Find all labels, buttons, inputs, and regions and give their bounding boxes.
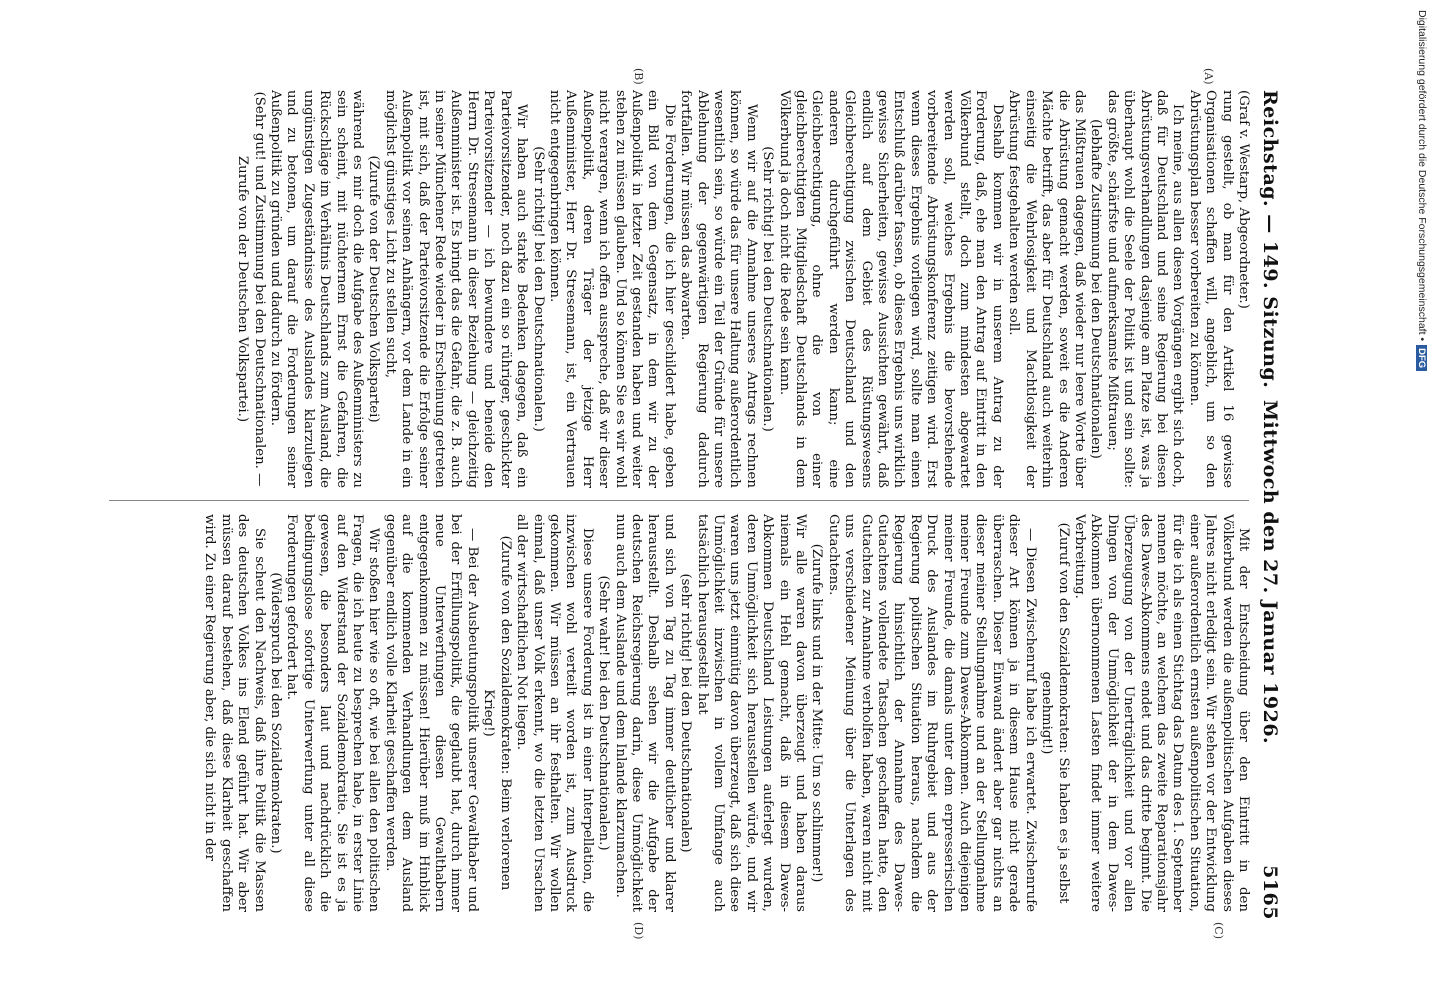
paragraph: während es mir doch die Aufgabe des Außenministers zu sein scheint, mit nüchternem Ernst die Gefahren, die Rückschläge im Verhältnis Deutschlands zum Ausland, die ungünstigen Zugeständnisse des Auslandes klarzulegen und zu betonen, um darauf die Forderungen seiner Außenpolitik zu gründen und dadurch zu fördern. <box>268 90 366 488</box>
paragraph: — Bei der Ausbeutungspolitik unserer Gewalthaber und bei der Erfüllungspolitik, die geglaubt hat, durch immer neue Unterwerfungen diesen Gewalthabern entgegenkommen zu müssen! Hierüber muß im Hinblick auf die kommenden Verhandlungen dem Ausland gegenüber endlich volle Klarheit geschaffen werden. <box>382 514 480 912</box>
page-header <box>1255 90 1285 920</box>
paragraph: rung gestellt, ob man für den Artikel 16 gewisse Organisationen schaffen will, angeblich, um so den Abrüstungsplan besser vorbereiten zu können. <box>1186 90 1235 488</box>
interjection: (lebhafte Zustimmung bei den Deutschnationalen) <box>1088 119 1104 459</box>
column-divider <box>109 500 1249 501</box>
interjection: (Sehr richtig! bei den Deutschnationalen.) <box>760 146 776 432</box>
interjection: (Sehr gut! und Zustimmung bei den Deutschnationalen. — Zurufe von der Deutschen Volkspartei.) <box>235 91 267 487</box>
paragraph: Wir alle waren davon überzeugt und haben daraus niemals ein Hehl gemacht, daß in diesem Dawes-Abkommen Deutschland Leistungen auferlegt wurden, deren Unmöglichkeit sich herausstellen würde, und wir waren uns jetzt einmütig davon überzeugt, daß sich diese Unmöglichkeit inzwischen in vollem Umfange auch tatsächlich herausgestellt hat <box>694 514 809 912</box>
margin-mark-d: (D) <box>632 922 645 940</box>
paragraph: Sie scheut den Nachweis, daß ihre Politik die Massen des deutschen Volkes ins Elend geführt hat. Wir aber müssen darauf bestehen, daß diese Klarheit geschaffen wird. Zu einer Regierung aber, die sich nicht in der <box>202 514 267 912</box>
paragraph: das Mißtrauen dagegen, daß wieder nur leere Worte über die Abrüstung gemacht werden, soweit es die Anderen Mächte betrifft, das aber für Deutschland auch weiterhin einseitig die Wehrlosigkeit und Machtlosigkeit der Abrüstung festgehalten werden soll. <box>1006 90 1087 488</box>
paragraph: und sich von Tag zu Tag immer deutlicher und klarer herausstellt. Deshalb sehen wir die Aufgabe der deutschen Reichsregierung darin, diese Unmöglichkeit nun auch dem Auslande und dem Inlande klarzumachen. <box>612 514 677 912</box>
digitization-credit-text: Digitalisierung gefördert durch die Deutsche Forschungsgemeinschaft • <box>1416 10 1428 342</box>
interjection: (Zurufe links und in der Mitte: Um so schlimmer!) <box>809 543 825 883</box>
interjection: (Zuruf von den Sozialdemokraten: Sie haben es ja selbst genehmigt!) <box>1039 522 1071 904</box>
margin-mark-b: (B) <box>632 68 645 85</box>
paragraph: Ich meine, aus allen diesen Vorgängen ergibt sich doch, daß für Deutschland und seine Regierung bei diesen Abrüstungsverhandlungen dasjenige am Platze ist, was ja überhaupt wohl die Seele der Politik ist und sein sollte: das größte, schärfste und aufmerksamste Mißtrauen; <box>1104 90 1186 488</box>
header-page-number: 5165 <box>1259 865 1281 920</box>
paragraph: Wir stoßen hier wie so oft, wie bei allen den politischen Fragen, die ich heute zu besprechen habe, in erster Linie auf den Widerstand der Sozialdemokratie. Sie ist es ja gewesen, die besonders laut und nachdrücklich die bedingungslose sofortige Unterwerfung unter all diese Forderungen gefordert hat. <box>284 514 382 912</box>
interjection: (Widerspruch bei den Sozialdemokraten.) <box>268 572 284 854</box>
paragraph: Die Forderungen, die ich hier geschildert habe, geben ein Bild von dem Gegensatz, in dem wir zu der Außenpolitik in letzter Zeit gestanden haben und weiter stehen zu müssen glauben. Und so können Sie es wir wohl nicht verargen, wenn ich offen ausspreche, daß wir dieser Außenpolitik, deren Träger der jetzige Herr Außenminister, Herr Dr. Stresemann, ist, ein Vertrauen nicht entgegenbringen können. <box>546 90 677 488</box>
dfg-logo-badge: DFG <box>1416 345 1427 371</box>
digitization-credit <box>1414 10 1428 990</box>
header-date: Mittwoch den 27. Januar 1926. <box>1259 400 1281 745</box>
right-column <box>101 514 1251 912</box>
paragraph: Wenn wir auf die Annahme unseres Antrags rechnen können, so würde das für unsere Haltung außerordentlich wesentlich sein, so würde ein Teil der Gründe für unsere Ablehnung der gegenwärtigen Regierung dadurch fortfallen. Wir müssen das abwarten. <box>678 90 759 488</box>
paragraph: Deshalb kommen wir in unserem Antrag zu der Forderung, daß, ehe man den Antrag auf Eintritt in den Völkerbund stellt, doch zum mindesten abgewartet werden soll, welches Ergebnis die bevorstehende vorbereitende Abrüstungskonferenz zeitigen wird. Erst wenn dieses Ergebnis vorliegen wird, sollte man einen Entschluß darüber fassen, ob dieses Ergebnis uns wirklich gewisse Sicherheiten, gewisse Aussichten gewährt, daß endlich auf dem Gebiet des Rüstungswesens Gleichberechtigung zwischen Deutschland und den anderen durchgeführt werden kann; eine Gleichberechtigung, ohne die von einer gleichberechtigten Mitgliedschaft Deutschlands in dem Völkerbund ja doch nicht die Rede sein kann. <box>776 90 1005 488</box>
page-content-rotated <box>95 68 1285 940</box>
left-column <box>101 90 1251 488</box>
interjection: (Zurufe von den Sozialdemokraten: Beim verlorenen Krieg!) <box>481 535 513 891</box>
scanned-page <box>95 68 1285 940</box>
margin-mark-c: (C) <box>1212 922 1225 939</box>
interjection: (Zurufe von der Deutschen Volkspartei) <box>366 155 382 423</box>
paragraph: Diese unsere Forderung ist in einer Interpellation, die inzwischen wohl verteilt worden ist, zum Ausdruck gekommen. Wir müssen an ihr festhalten. Wir wollen einmal, daß unser Volk erkennt, wo die letzten Ursachen all der wirtschaftlichen Not liegen. <box>514 514 595 912</box>
interjection: (Sehr wahr! bei den Deutschnationalen.) <box>596 575 612 851</box>
margin-mark-a: (A) <box>1202 68 1215 85</box>
interjection: (sehr richtig! bei den Deutschnationalen) <box>678 573 694 853</box>
header-session: Reichstag. — 149. Sitzung. <box>1259 90 1281 389</box>
paragraph: Mit der Entscheidung über den Eintritt in den Völkerbund werden die außenpolitischen Aufgaben dieses Jahres nicht erledigt sein. Wir stehen vor der Entwicklung einer außerordentlich ernsten außenpolitischen Situation, für die ich als einen Stichtag das Datum des 1. September nennen möchte, an welchem das zweite Reparationsjahr des Dawes-Abkommens endet und das dritte beginnt. Die Überzeugung von der Unerträglichkeit und vor allen Dingen von der Unmöglichkeit der in dem Dawes-Abkommen übernommenen Lasten findet immer weitere Verbreitung. <box>1071 514 1251 912</box>
paragraph: Wir haben auch starke Bedenken dagegen, daß ein Parteivorsitzender, noch dazu ein so rühriger, geschickter Parteivorsitzender — ich bewundere und beneide den Herrn Dr. Stresemann in dieser Beziehung — gleichzeitig Außenminister ist. Es bringt das die Gefahr, die z. B. auch in seiner Münchener Rede wieder in Erscheinung getreten ist, mit sich, daß der Parteivorsitzende die Erfolge seiner Außenpolitik vor seinen Anhängern, vor dem Lande in ein möglichst günstiges Licht zu stellen sucht, <box>382 90 530 488</box>
interjection: (Sehr richtig! bei den Deutschnationalen.) <box>530 146 546 432</box>
paragraph: — Diesen Zwischenruf habe ich erwartet. Zwischenrufe dieser Art können ja in diesem Hause nicht gerade überraschen. Dieser Einwand ändert aber gar nichts an dieser meiner Stellungnahme und an der Stellungnahme meiner Freunde zum Dawes-Abkommen. Auch diejenigen meiner Freunde, die damals unter dem erpresserischen Druck des Auslandes im Ruhrgebiet und aus der Regierung politischen Situation heraus, nachdem die Regierung hinsichtlich der Annahme des Dawes-Gutachtens vollendete Tatsachen geschaffen hatte, den Gutachten zur Annahme verholfen haben, waren nicht mit uns verschiedener Meinung über die Unterlagen des Gutachtens. <box>825 514 1038 912</box>
speaker-attribution: (Graf v. Westarp, Abgeordneter.) <box>1236 90 1251 309</box>
